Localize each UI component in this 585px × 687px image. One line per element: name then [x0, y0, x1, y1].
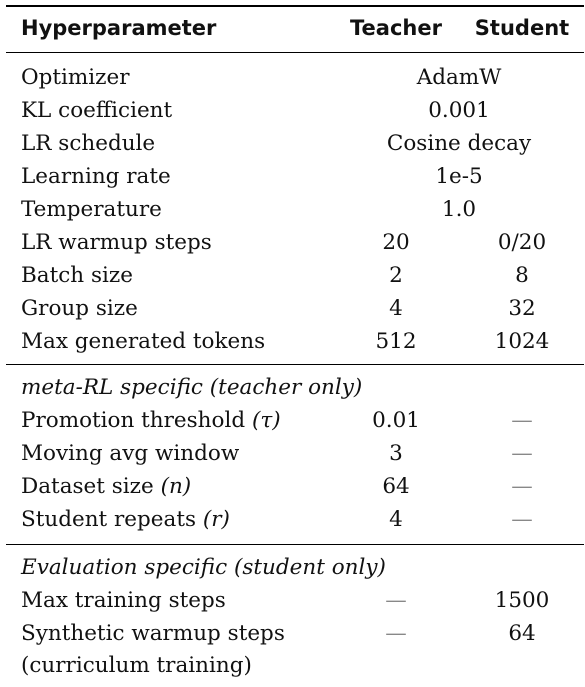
teacher-value: —	[385, 621, 407, 646]
header-student: Student	[474, 16, 570, 40]
table-row	[0, 437, 585, 470]
section-rule	[6, 364, 584, 365]
top-rule	[6, 5, 584, 7]
row-label	[21, 404, 281, 437]
table-row	[0, 584, 585, 617]
row-label-symbol: (r)	[202, 507, 230, 532]
section-title-meta-rl: meta-RL specific (teacher only)	[21, 375, 363, 400]
row-label-text: Dataset size	[21, 474, 154, 499]
row-label-line2: (curriculum training)	[21, 653, 252, 678]
teacher-value: 4	[389, 296, 403, 321]
row-label: KL coefficient	[21, 98, 173, 123]
table-row	[0, 160, 585, 193]
table-row-continuation	[0, 649, 585, 682]
table-row	[0, 617, 585, 650]
section-title-evaluation: Evaluation specific (student only)	[21, 555, 386, 580]
table-row	[0, 470, 585, 503]
table-row	[0, 94, 585, 127]
header-hyperparameter: Hyperparameter	[21, 16, 217, 40]
table-row	[0, 503, 585, 536]
table-row	[0, 259, 585, 292]
student-value: 1500	[494, 588, 550, 613]
student-value: 8	[515, 263, 529, 288]
row-label: Max generated tokens	[21, 329, 266, 354]
row-label	[21, 503, 230, 536]
student-value: —	[511, 441, 533, 466]
row-label: LR schedule	[21, 131, 156, 156]
table-row	[0, 325, 585, 358]
table-row	[0, 61, 585, 94]
table-row	[0, 193, 585, 226]
row-label: Batch size	[21, 263, 133, 288]
teacher-value: 2	[389, 263, 403, 288]
teacher-value: 0.01	[372, 408, 420, 433]
student-value: 1024	[494, 329, 550, 354]
table-row	[0, 226, 585, 259]
row-value: 1.0	[441, 197, 477, 222]
row-label-symbol: (τ)	[251, 408, 281, 433]
teacher-value: 20	[382, 230, 410, 255]
row-value: Cosine decay	[386, 131, 532, 156]
header-rule	[6, 52, 584, 53]
teacher-value: 512	[375, 329, 417, 354]
row-label: Moving avg window	[21, 441, 240, 466]
row-label: Optimizer	[21, 65, 130, 90]
table-row	[0, 127, 585, 160]
teacher-value: —	[385, 588, 407, 613]
section-rule	[6, 544, 584, 545]
table-row	[0, 404, 585, 437]
teacher-value: 64	[382, 474, 410, 499]
student-value: 64	[508, 621, 536, 646]
student-value: 32	[508, 296, 536, 321]
row-label: Max training steps	[21, 588, 226, 613]
row-value: 0.001	[428, 98, 490, 123]
teacher-value: 4	[389, 507, 403, 532]
student-value: —	[511, 507, 533, 532]
row-label-symbol: (n)	[160, 474, 192, 499]
row-label: Temperature	[21, 197, 162, 222]
row-label-text: Student repeats	[21, 507, 197, 532]
table-row	[0, 292, 585, 325]
student-value: 0/20	[497, 230, 547, 255]
teacher-value: 3	[389, 441, 403, 466]
row-label: LR warmup steps	[21, 230, 212, 255]
row-label	[21, 470, 191, 503]
header-teacher: Teacher	[350, 16, 442, 40]
row-label: Synthetic warmup steps	[21, 621, 285, 646]
row-value: AdamW	[416, 65, 502, 90]
student-value: —	[511, 474, 533, 499]
row-label-text: Promotion threshold	[21, 408, 246, 433]
row-value: 1e-5	[435, 164, 483, 189]
row-label: Group size	[21, 296, 138, 321]
row-label: Learning rate	[21, 164, 171, 189]
student-value: —	[511, 408, 533, 433]
